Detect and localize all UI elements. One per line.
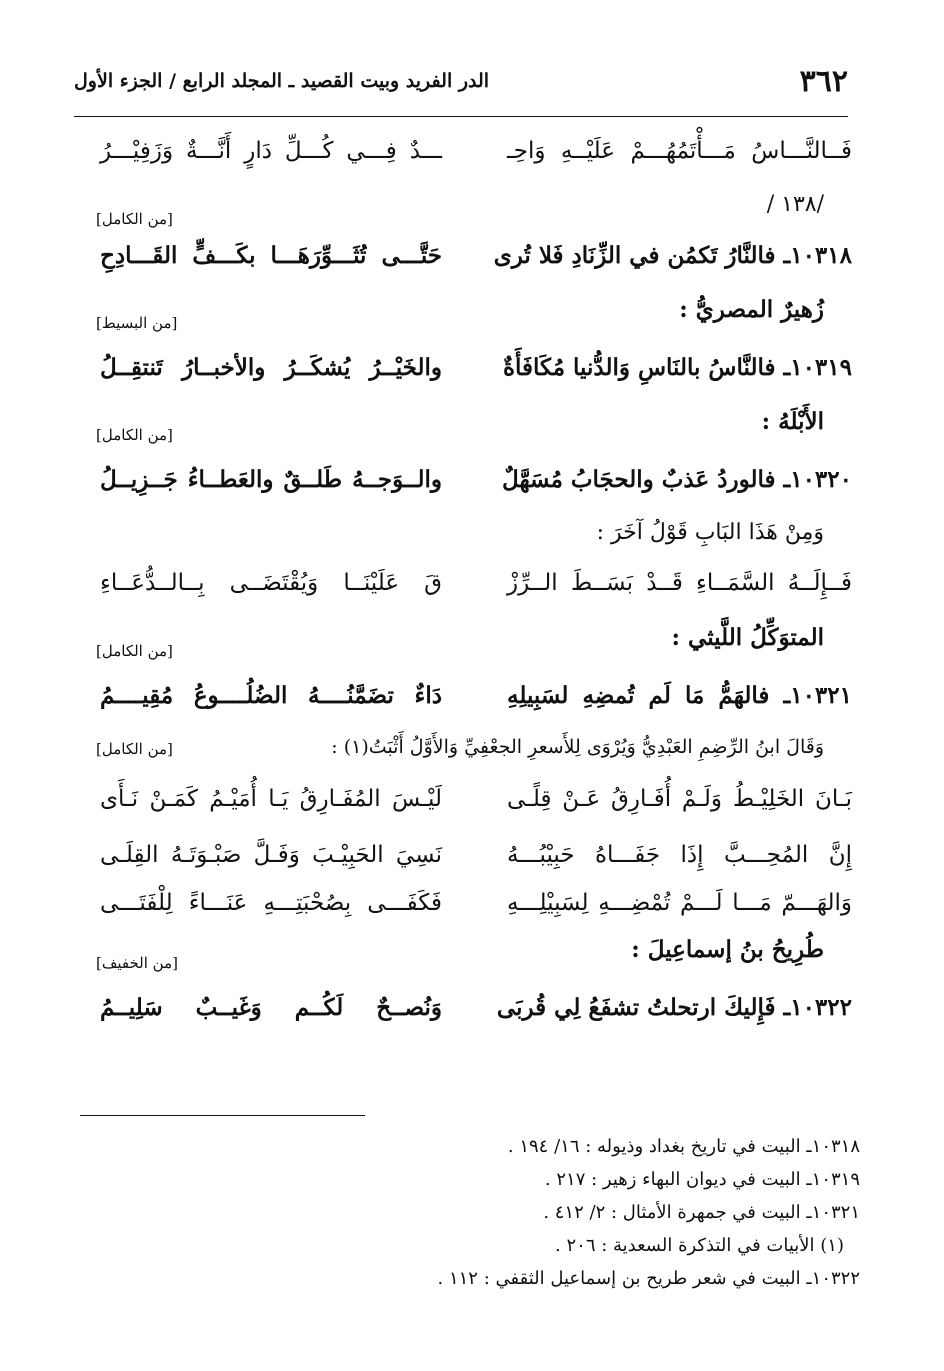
- verse-line: [70, 830, 852, 878]
- verse-line: [70, 454, 852, 510]
- verse-line: [70, 670, 852, 726]
- running-title: الدر الفريد وبيت القصيد ـ المجلد الرابع / الجزء الأول: [74, 70, 490, 92]
- header-rule: [74, 116, 848, 117]
- poet-line: [70, 286, 852, 342]
- poet-line: [70, 926, 852, 982]
- hemistich-second: دَاءٌ تضَمَّنُــــهُ الضُلُــــوعُ مُقِيــــمُ: [100, 682, 442, 709]
- hemistich-first: إِنَّ المُحِـــبَّ إِذَا جَفَـــاهُ حَبِيْبُـــهُ: [507, 842, 852, 868]
- hemistich-first: ١٠٣١٩ـ فالنَّاسُ بالنَاسِ وَالدُّنيا مُكَافَأَةٌ: [502, 354, 852, 381]
- hemistich-second: والخَيْــرُ يُشكَــرُ والأخبــارُ تَنتقِــلُ: [100, 354, 442, 381]
- poet-line: [70, 398, 852, 454]
- hemistich-second: ـــدٌ فِـــي كُـــلِّ دَارٍ أَنَّـــةٌ وَزَفِيْـــرُ: [100, 138, 442, 164]
- plain-text: وَقَالَ ابنُ الرِّضِمِ العَبْدِيُّ وَيُرْوَى لِلأَسعرِ الجعْفِيِّ وَالأَوَّلُ أَثْبَتُ(١) :: [331, 736, 824, 758]
- page-header: [74, 58, 848, 104]
- poet-name: المتوَكِّلُ اللَّيثي :: [671, 624, 824, 651]
- hemistich-second: نَسِيَ الحَبِيْـبَ وَفَـلَّ صَبْـوَتَـهُ القِلَـى: [100, 842, 442, 868]
- meter-label: [من الكامل]: [96, 740, 173, 758]
- meter-label: [من الكامل]: [96, 210, 173, 228]
- footnote: (١) الأبيات في التذكرة السعدية : ٢٠٦ .: [555, 1235, 844, 1256]
- poet-line: [70, 614, 852, 670]
- hemistich-first: بَـانَ الخَلِيْـطُ وَلَـمْ أُفَـارِقُ عَـنْ قِلًـى: [507, 786, 852, 812]
- hemistich-second: حَتَّـــى تُثَـــوِّرَهَـــا بكَـــفٍّ القَـــادِحِ: [100, 242, 442, 269]
- verse-line: [70, 774, 852, 830]
- meter-label: [من الكامل]: [96, 642, 173, 660]
- verse-line: [70, 230, 852, 286]
- hemistich-first: فَــإِلَــهُ السَّمَــاءِ قَــدْ بَسَــطَ الــرِّزْ: [507, 570, 852, 596]
- meter-label: [من البسيط]: [96, 314, 178, 332]
- hemistich-second: فَكَفَـــى بِصُحْبَتِـــهِ عَنَـــاءً لِلْفَتَـــى: [100, 890, 442, 916]
- meter-label: [من الكامل]: [96, 426, 173, 444]
- page-number: ٣٦٢: [799, 63, 848, 99]
- hemistich-first: ١٠٣٢١ـ فالهَمُّ مَا لَم تُمضِهِ لسَبِيلِهِ: [507, 682, 852, 709]
- plain-line: [70, 726, 852, 774]
- hemistich-second: وَنُصــحٌ لَكُــم وَغَيــبٌ سَلِيــمُ: [100, 994, 442, 1021]
- plain-text: /١٣٨ /: [766, 192, 824, 217]
- page-body: [70, 126, 852, 1038]
- footnote: ١٠٣٢١ـ البيت في جمهرة الأمثال : ٢/ ٤١٢ .: [543, 1202, 860, 1223]
- verse-line: [70, 878, 852, 926]
- verse-line: [70, 342, 852, 398]
- hemistich-first: ١٠٣١٨ـ فالنَّارُ تَكمُن في الزِّنَادِ فَلا تُرى: [493, 242, 852, 269]
- plain-text: وَمِنْ هَذَا البَابِ قَوْلُ آخَرَ :: [596, 520, 824, 545]
- hemistich-first: ١٠٣٢٠ـ فالوردُ عَذبٌ والحجَابُ مُسَهَّلٌ: [502, 466, 852, 493]
- hemistich-second: والــوَجــهُ طَلــقٌ والعَطــاءُ جَــزِيــلُ: [100, 466, 442, 493]
- footnote: ١٠٣٢٢ـ البيت في شعر طريح بن إسماعيل الثقفي : ١١٢ .: [437, 1268, 860, 1289]
- verse-line: [70, 982, 852, 1038]
- hemistich-first: فَــالنَّـــاسُ مَـــأْتَمُهُـــمْ عَلَيْــهِ وَاحِـ: [507, 138, 852, 164]
- hemistich-first: ١٠٣٢٢ـ فَإِليكَ ارتحلتُ تشفَعُ لِي قُربَى: [496, 994, 852, 1021]
- hemistich-second: لَيْـسَ المُفَـارِقُ يَـا أُمَيْـمُ كَمَـنْ نَـأَى: [100, 786, 442, 812]
- footnotes: [80, 1136, 860, 1301]
- hemistich-first: وَالهَـــمّ مَـــا لَـــمْ تُمْضِـــهِ لِسَبِيْلِـــهِ: [507, 890, 852, 916]
- verse-line: [70, 558, 852, 614]
- poet-name: زُهيرٌ المصريُّ :: [679, 296, 824, 323]
- hemistich-second: قَ عَلَيْنَــا وَيُقْتَضَــى بِــالــدُّعَــاءِ: [100, 570, 442, 596]
- footnote-rule: [80, 1115, 365, 1116]
- meter-label: [من الخفيف]: [96, 954, 178, 972]
- plain-line: [70, 510, 852, 558]
- footnote: ١٠٣١٩ـ البيت في ديوان البهاء زهير : ٢١٧ .: [544, 1169, 860, 1190]
- footnote: ١٠٣١٨ـ البيت في تاريخ بغداد وذيوله : ١٦/ ١٩٤ .: [507, 1136, 860, 1157]
- poet-name: الأَبْلَهُ :: [761, 408, 824, 435]
- plain-line: [70, 182, 852, 230]
- poet-name: طُرِيحُ بنُ إسماعِيلَ :: [631, 936, 824, 963]
- verse-line: [70, 126, 852, 182]
